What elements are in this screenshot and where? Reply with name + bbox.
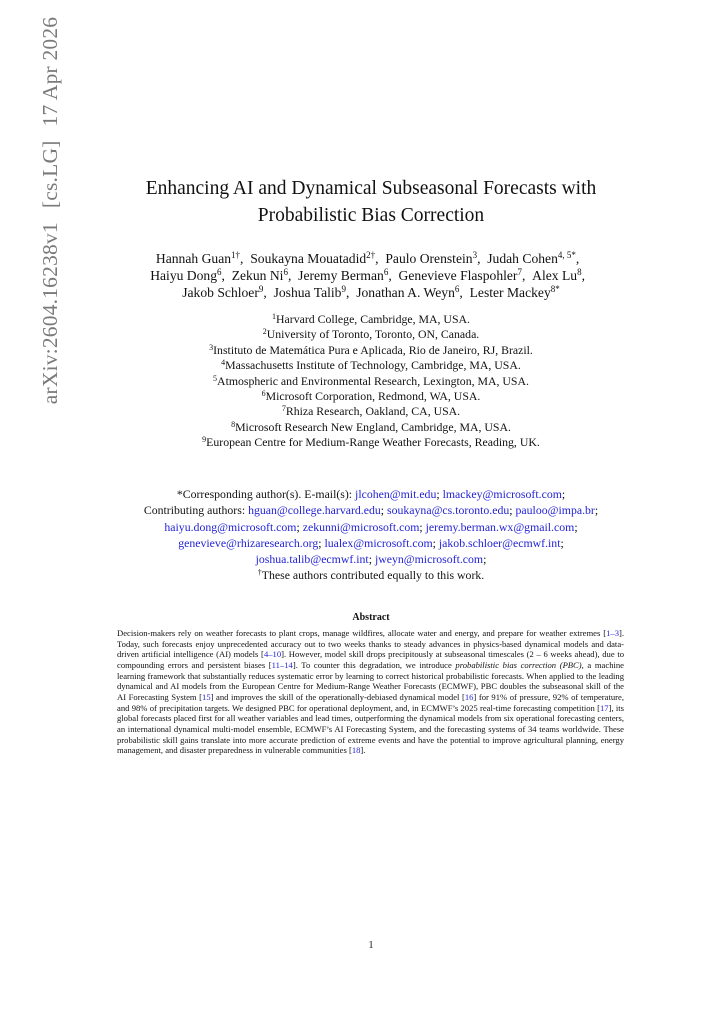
email-link[interactable]: jweyn@microsoft.com [374,552,484,567]
author-name: Paulo Orenstein [385,251,473,266]
email-link[interactable]: lmackey@microsoft.com [442,487,562,501]
citation-link[interactable]: 11–14 [271,659,293,670]
author-affiliation-mark: 1† [231,250,241,260]
citation-link[interactable]: 15 [202,691,211,702]
affiliation-item [110,420,632,435]
email-link[interactable]: genevieve@rhizaresearch.org [178,535,319,550]
author-name: Alex Lu [532,268,578,283]
abstract-text: Decision-makers rely on weather forecasts to plant crops, manage wildfires, allocate water and energy, and prepare for weather extremes [ [117,628,607,638]
abstract-text: , a machine learning framework that substantially reduces systematic error by learning to correct historical probabilistic forecasts. When applied to the leading dynamical and AI models from the European Centre for Medium-Range Weather Forecasts (ECMWF), PBC doubles the subseasonal skill of the AI Forecasting System [ [117,659,624,702]
corresponding-emails: jlcohen@mit.edu; lmackey@microsoft.com; [355,487,566,501]
contributing-line: haiyu.dong@microsoft.com; zekunni@microsoft.com; jeremy.berman.wx@gmail.com; [164,519,578,534]
affiliation-text: Rhiza Research, Oakland, CA, USA. [285,404,461,419]
contributing-line: joshua.talib@ecmwf.int; jweyn@microsoft.com; [255,552,487,567]
abstract-text: ]. However, model skill drops precipitously at subseasonal timescales (2 – 6 weeks ahead), due to compounding errors and persistent biases [ [117,649,625,670]
equal-contribution-text: These authors contributed equally to this work. [261,568,485,583]
corresponding-line [102,486,640,502]
emphasized-term: probabilistic bias correction (PBC) [455,659,582,670]
author-affiliation-mark: 6 [454,284,460,294]
author-affiliation-mark: 3 [472,250,478,260]
author-line: Haiyu Dong$^6$, Zekun Ni$^6$, Jeremy Berman$^6$, Genevieve Flaspohler$^7$, Alex Lu$^8$, [150,267,592,283]
affiliation-item [110,374,632,389]
contributing-authors [102,502,640,567]
affiliation-number: 3 [209,342,214,352]
corresponding-label: *Corresponding author(s). E-mail(s): [176,487,353,501]
contributing-label: Contributing authors: [143,503,246,518]
author-affiliation-mark: 9 [258,284,264,294]
author-affiliation-mark: 6 [383,267,389,277]
affiliation-list [110,312,632,451]
contributing-line: genevieve@rhizaresearch.org; lualex@microsoft.com; jakob.schloer@ecmwf.int; [178,535,564,550]
affiliation-item [110,435,632,450]
affiliation-number: 9 [202,435,207,445]
equal-contribution-note [102,567,640,583]
author-line: Jakob Schloer$^9$, Joshua Talib$^9$, Jonathan A. Weyn$^6$, Lester Mackey$^{8*}$ [182,284,560,300]
email-link[interactable]: haiyu.dong@microsoft.com [164,519,297,534]
author-affiliation-mark: 2† [366,250,376,260]
author-list [110,250,632,301]
abstract-text: ]. Today, such forecasts enjoy unprecedented accuracy out to two weeks thanks to steady advances in physics-based dynamical models and data-driven artificial intelligence (AI) models [ [117,628,624,660]
author-name: Haiyu Dong [150,268,218,283]
email-link[interactable]: zekunni@microsoft.com [302,519,420,534]
affiliation-item [110,404,632,419]
affiliation-item [110,312,632,327]
affiliation-text: Atmospheric and Environmental Research, Lexington, MA, USA. [217,373,529,388]
author-name: Genevieve Flaspohler [398,268,518,283]
author-name: Hannah Guan [155,251,232,266]
affiliation-text: Massachusetts Institute of Technology, Cambridge, MA, USA. [225,358,521,373]
affiliation-number: 8 [231,419,236,429]
author-line: Hannah Guan$^{1\dagger}$, Soukayna Mouatadid$^{2\dagger}$, Paulo Orenstein$^3$, Judah Cohen$^{4, 5*}$, [155,250,587,266]
email-link[interactable]: pauloo@impa.br [515,503,595,518]
citation-link[interactable]: 17 [599,702,609,713]
arxiv-date: 17 Apr 2026 [37,16,62,127]
citation-link[interactable]: 18 [351,745,361,756]
page-number: 1 [368,940,374,951]
affiliation-number: 4 [221,358,226,368]
affiliation-number: 6 [261,389,266,399]
abstract-heading: Abstract [352,612,390,623]
affiliation-item [110,358,632,373]
email-link[interactable]: jeremy.berman.wx@gmail.com [425,519,575,534]
arxiv-identifier-stamp [20,0,80,720]
author-name: Soukayna Mouatadid [250,251,367,266]
email-link[interactable]: hguan@college.harvard.edu [248,503,381,518]
contributing-line: Contributing authors: hguan@college.harvard.edu; soukayna@cs.toronto.edu; pauloo@impa.br; [143,503,599,518]
email-link[interactable]: soukayna@cs.toronto.edu [387,503,510,518]
author-name: Jeremy Berman [298,268,384,283]
email-link[interactable]: jakob.schloer@ecmwf.int [438,535,561,550]
author-name: Jakob Schloer [182,285,259,300]
author-affiliation-mark: 6 [217,267,222,277]
affiliation-number: 2 [262,327,267,337]
email-link[interactable]: jlcohen@mit.edu [355,487,437,501]
affiliation-number: 5 [213,373,218,383]
affiliation-text: Microsoft Research New England, Cambridge, MA, USA. [235,419,511,434]
affiliation-text: Instituto de Matemática Pura e Aplicada, Rio de Janeiro, RJ, Brazil. [213,342,533,357]
abstract-text: ], its global forecasts placed first for all weather variables and lead times, outperforming the dynamical models from six operational forecasting centers, an international dynamical multi-model ensemble, ECMWF’s AI Forecasting System, and the forecasting systems of 34 teams worldwide. These probabilistic skill gains translate into more accurate prediction of extreme events and have the potential to improve agricultural planning, energy management, and disaster preparedness in vulnerable communities [ [117,702,625,756]
author-affiliation-mark: 7 [517,267,522,277]
email-link[interactable]: lualex@microsoft.com [324,535,433,550]
citation-link[interactable]: 16 [464,691,474,702]
abstract-body [117,628,624,756]
affiliation-number: 7 [281,404,286,414]
arxiv-id[interactable]: arXiv:2604.16238v1 [37,222,62,405]
author-name: Lester Mackey [469,285,551,300]
author-affiliation-mark: 8* [550,284,560,294]
affiliation-item [110,327,632,342]
affiliation-text: Harvard College, Cambridge, MA, USA. [276,312,470,326]
citation-link[interactable]: 1–3 [606,628,619,638]
affiliation-text: Microsoft Corporation, Redmond, WA, USA. [265,389,481,404]
abstract-text: ]. [360,745,366,756]
affiliation-text: University of Toronto, Toronto, ON, Canada. [266,327,480,342]
abstract-text: ]. To counter this degradation, we introduce [292,659,456,670]
citation-link[interactable]: 4–10 [263,649,282,660]
affiliation-number: 1 [272,312,277,321]
paper-title: Enhancing AI and Dynamical Subseasonal Forecasts with Probabilistic Bias Correction [145,178,597,226]
author-name: Judah Cohen [487,251,558,266]
affiliation-item [110,343,632,358]
abstract-text: ] for 91% of pressure, 92% of temperature, and 98% of precipitation targets. We designed PBC for operational deployment, and, in ECMWF’s 2025 real-time forecasting competition [ [117,691,624,713]
email-link[interactable]: joshua.talib@ecmwf.int [255,552,369,567]
abstract-text: ] and improves the skill of the operationally-debiased dynamical model [ [210,691,465,702]
author-name: Zekun Ni [231,268,284,283]
affiliation-text: European Centre for Medium-Range Weather Forecasts, Reading, UK. [206,435,540,450]
author-affiliation-mark: 4, 5* [557,250,576,260]
author-name: Joshua Talib [273,285,342,300]
dagger-mark: † [257,568,262,578]
affiliation-item [110,389,632,404]
arxiv-category: [cs.LG] [37,140,62,209]
author-affiliation-mark: 9 [341,284,346,294]
contact-block [102,486,640,584]
author-name: Jonathan A. Weyn [356,285,455,300]
author-affiliation-mark: 6 [283,267,288,277]
author-affiliation-mark: 8 [577,267,582,277]
